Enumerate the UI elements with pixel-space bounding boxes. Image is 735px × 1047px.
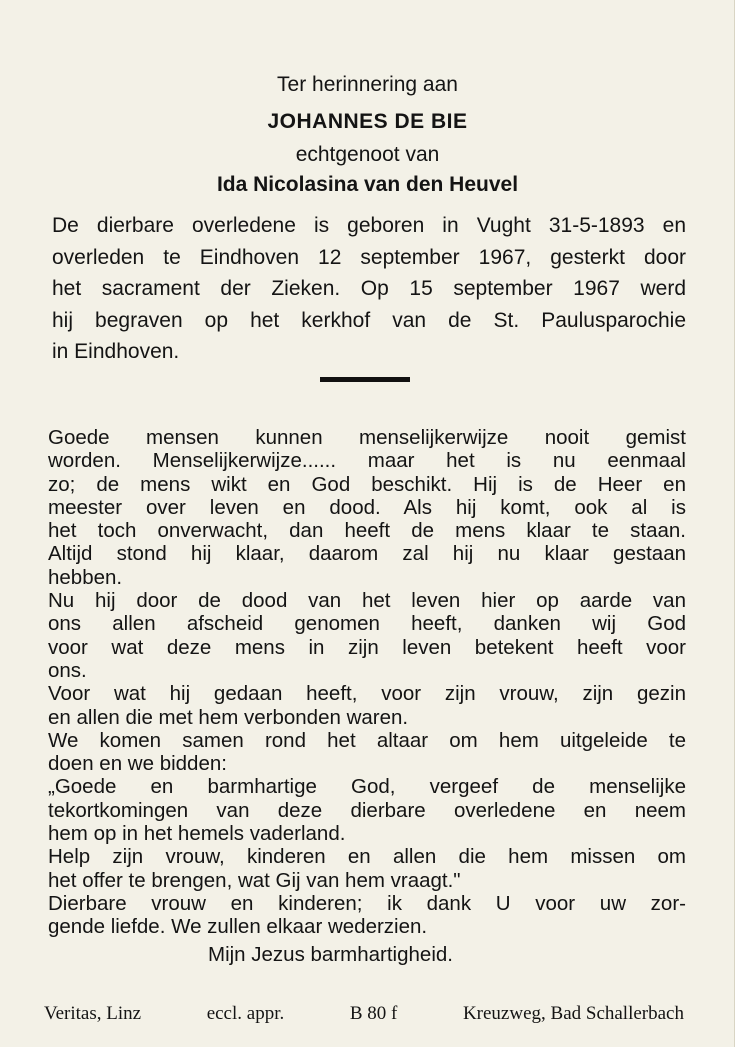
print-code: B 80 f bbox=[349, 1003, 398, 1024]
divider bbox=[320, 377, 410, 382]
approval: eccl. appr. bbox=[206, 1003, 285, 1024]
text-line: zo; de mens wikt en God beschikt. Hij is de Heer en bbox=[48, 472, 686, 496]
text-line: gende liefde. We zullen elkaar wederzien. bbox=[48, 915, 428, 939]
text-line: Altijd stond hij klaar, daarom zal hij nu klaar gestaan bbox=[48, 542, 686, 566]
text-line: het toch onverwacht, dan heeft de mens klaar te staan. bbox=[48, 519, 686, 543]
text-line: „Goede en barmhartige God, vergeef de menselijke bbox=[48, 775, 686, 799]
text-line: We komen samen rond het altaar om hem uitgeleide te bbox=[48, 728, 686, 752]
text-line: en allen die met hem verbonden waren. bbox=[48, 705, 409, 729]
text-line: meester over leven en dood. Als hij komt, ook al is bbox=[48, 495, 686, 519]
text-line: worden. Menselijkerwijze...... maar het is nu eenmaal bbox=[48, 449, 686, 473]
memorial-text bbox=[48, 426, 686, 966]
printer-footer bbox=[44, 1003, 684, 1025]
spouse-name: Ida Nicolasina van den Heuvel bbox=[216, 173, 519, 196]
spouse-label: echtgenoot van bbox=[295, 143, 440, 166]
text-line: doen en we bidden: bbox=[48, 752, 227, 776]
publisher: Veritas, Linz bbox=[44, 1003, 142, 1024]
text-line: hem op in het hemels vaderland. bbox=[48, 822, 346, 846]
text-line: voor wat deze mens in zijn leven betekent heeft voor bbox=[48, 635, 686, 659]
bio-line: in Eindhoven. bbox=[52, 340, 180, 363]
text-line: Nu hij door de dood van het leven hier op aarde van bbox=[48, 589, 686, 613]
text-line: hebben. bbox=[48, 565, 123, 589]
bio-line: hij begraven op het kerkhof van de St. Paulusparochie bbox=[52, 308, 686, 332]
text-line: Voor wat hij gedaan heeft, voor zijn vrouw, zijn gezin bbox=[48, 682, 686, 706]
publisher-address: Kreuzweg, Bad Schallerbach bbox=[462, 1003, 684, 1024]
text-line: tekortkomingen van deze dierbare overledene en neem bbox=[48, 798, 686, 822]
bio-line: het sacrament der Zieken. Op 15 september 1967 werd bbox=[52, 277, 686, 300]
text-line: Help zijn vrouw, kinderen en allen die hem missen om bbox=[48, 845, 686, 869]
bio-line: De dierbare overledene is geboren in Vught 31-5-1893 en bbox=[52, 214, 686, 237]
text-line: ons. bbox=[48, 658, 87, 682]
intro-text: Ter herinnering aan bbox=[277, 73, 458, 96]
text-line: het offer te brengen, wat Gij van hem vraagt." bbox=[48, 868, 461, 892]
closing-prayer: Mijn Jezus barmhartigheid. bbox=[208, 942, 453, 966]
bio-line: overleden te Eindhoven 12 september 1967, gesterkt door bbox=[52, 245, 686, 269]
text-line: Dierbare vrouw en kinderen; ik dank U voor uw zor- bbox=[48, 891, 686, 915]
deceased-name: JOHANNES DE BIE bbox=[267, 110, 468, 133]
text-line: ons allen afscheid genomen heeft, danken wij God bbox=[48, 612, 686, 636]
text-line: Goede mensen kunnen menselijkerwijze nooit gemist bbox=[48, 426, 686, 449]
biography bbox=[52, 210, 686, 368]
